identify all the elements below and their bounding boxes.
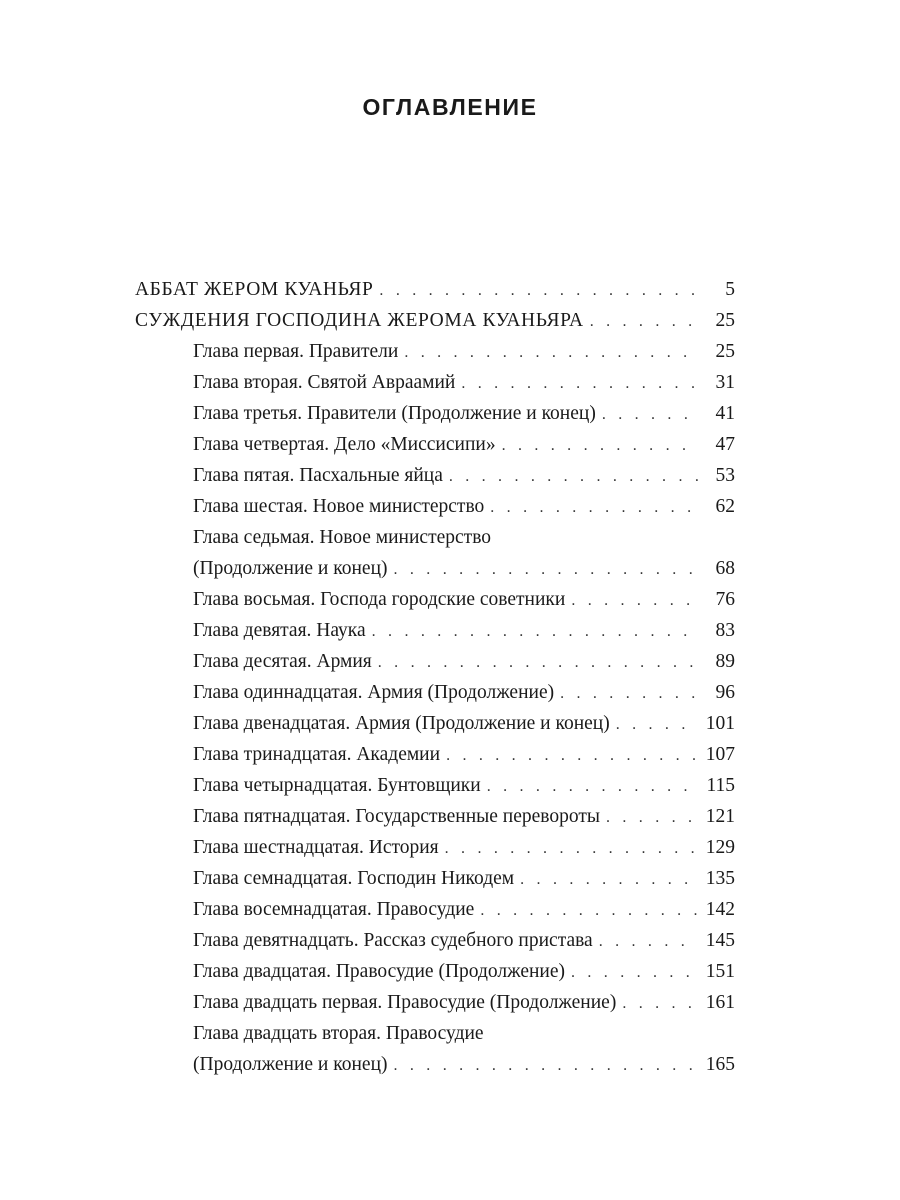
dot-leader bbox=[590, 306, 699, 337]
toc-entry-title: Глава десятая. Армия bbox=[193, 651, 372, 672]
toc-entry[interactable] bbox=[135, 584, 735, 615]
toc-entry[interactable] bbox=[135, 832, 735, 863]
toc-entry-title: Глава семнадцатая. Господин Никодем bbox=[193, 868, 515, 889]
toc-entry-page: 161 bbox=[705, 992, 735, 1013]
toc-entry-page: 31 bbox=[715, 372, 735, 393]
toc-entry[interactable] bbox=[135, 615, 735, 646]
toc-entry-title: Глава двенадцатая. Армия (Продолжение и конец) bbox=[193, 713, 610, 734]
toc-entry-title: СУЖДЕНИЯ ГОСПОДИНА ЖЕРОМА КУАНЬЯРА bbox=[135, 310, 584, 331]
toc-entry[interactable] bbox=[135, 336, 735, 367]
dot-leader bbox=[379, 275, 699, 306]
dot-leader bbox=[606, 802, 698, 833]
toc-entry-title: Глава первая. Правители bbox=[193, 341, 399, 362]
toc-entry[interactable] bbox=[135, 429, 735, 460]
toc-entry[interactable] bbox=[135, 894, 735, 925]
toc-entry-page: 47 bbox=[715, 434, 735, 455]
toc-entry[interactable] bbox=[135, 367, 735, 398]
toc-entry-page: 83 bbox=[715, 620, 735, 641]
dot-leader bbox=[404, 337, 699, 368]
toc-entry-page: 25 bbox=[715, 341, 735, 362]
toc-entry-page: 101 bbox=[705, 713, 735, 734]
toc-entry[interactable] bbox=[135, 460, 735, 491]
dot-leader bbox=[571, 585, 699, 616]
dot-leader bbox=[616, 709, 698, 740]
toc-entry[interactable] bbox=[135, 398, 735, 429]
dot-leader bbox=[599, 926, 698, 957]
toc-entry-title: Глава девятая. Наука bbox=[193, 620, 366, 641]
toc-entry[interactable] bbox=[135, 522, 735, 584]
toc-entry-title: Глава двадцать первая. Правосудие (Продолжение) bbox=[193, 992, 617, 1013]
dot-leader bbox=[461, 368, 699, 399]
dot-leader bbox=[560, 678, 699, 709]
toc-entry-page: 165 bbox=[705, 1054, 735, 1075]
toc-entry-title: (Продолжение и конец) bbox=[193, 558, 388, 579]
toc-entry-title: Глава пятнадцатая. Государственные перевороты bbox=[193, 806, 600, 827]
toc-entry[interactable] bbox=[135, 646, 735, 677]
dot-leader bbox=[445, 833, 698, 864]
toc-entry[interactable] bbox=[135, 677, 735, 708]
toc-entry[interactable] bbox=[135, 491, 735, 522]
dot-leader bbox=[502, 430, 699, 461]
dot-leader bbox=[487, 771, 699, 802]
toc-entry[interactable] bbox=[135, 305, 735, 336]
toc-entry-title: Глава вторая. Святой Авраамий bbox=[193, 372, 456, 393]
toc-entry[interactable] bbox=[135, 925, 735, 956]
toc-entry-page: 145 bbox=[705, 930, 735, 951]
toc-entry-title: Глава восьмая. Господа городские советники bbox=[193, 589, 566, 610]
toc-entry[interactable] bbox=[135, 1018, 735, 1080]
page-title: ОГЛАВЛЕНИЕ bbox=[362, 94, 538, 120]
dot-leader bbox=[394, 554, 700, 585]
toc-entry-page: 142 bbox=[705, 899, 735, 920]
toc-entry-title: Глава одиннадцатая. Армия (Продолжение) bbox=[193, 682, 555, 703]
toc-entry-page: 41 bbox=[715, 403, 735, 424]
toc-entry-page: 76 bbox=[715, 589, 735, 610]
dot-leader bbox=[602, 399, 699, 430]
toc-entry[interactable] bbox=[135, 987, 735, 1018]
toc-entry-page: 62 bbox=[715, 496, 735, 517]
toc-entry-title: Глава четвертая. Дело «Миссисипи» bbox=[193, 434, 496, 455]
dot-leader bbox=[394, 1050, 698, 1081]
dot-leader bbox=[622, 988, 697, 1019]
toc-entry-title: Глава шестая. Новое министерство bbox=[193, 496, 485, 517]
dot-leader bbox=[490, 492, 699, 523]
toc-entry-title: Глава девятнадцать. Рассказ судебного пристава bbox=[193, 930, 593, 951]
toc-entry-title: АББАТ ЖЕРОМ КУАНЬЯР bbox=[135, 279, 374, 300]
toc-entry-title-line1: Глава двадцать вторая. Правосудие bbox=[193, 1023, 484, 1044]
toc-entry-page: 96 bbox=[715, 682, 735, 703]
toc-entry-page: 68 bbox=[715, 558, 735, 579]
toc-entry-page: 115 bbox=[706, 775, 735, 796]
toc-entry[interactable] bbox=[135, 274, 735, 305]
dot-leader bbox=[372, 616, 699, 647]
toc-entry-title: Глава восемнадцатая. Правосудие bbox=[193, 899, 475, 920]
toc-entry-page: 53 bbox=[715, 465, 735, 486]
toc-entry-page: 5 bbox=[725, 279, 735, 300]
toc-entry[interactable] bbox=[135, 739, 735, 770]
toc-entry[interactable] bbox=[135, 801, 735, 832]
toc-entry[interactable] bbox=[135, 770, 735, 801]
toc-entry-title: Глава пятая. Пасхальные яйца bbox=[193, 465, 443, 486]
toc-entry-page: 89 bbox=[715, 651, 735, 672]
toc-entry-title: Глава двадцатая. Правосудие (Продолжение) bbox=[193, 961, 565, 982]
toc-entry-page: 25 bbox=[715, 310, 735, 331]
toc-entry-title: (Продолжение и конец) bbox=[193, 1054, 388, 1075]
toc-entry[interactable] bbox=[135, 956, 735, 987]
toc-entry-page: 135 bbox=[705, 868, 735, 889]
dot-leader bbox=[449, 461, 699, 492]
toc-entry-page: 121 bbox=[705, 806, 735, 827]
dot-leader bbox=[446, 740, 698, 771]
table-of-contents bbox=[135, 274, 735, 1080]
dot-leader bbox=[378, 647, 699, 678]
toc-entry-page: 107 bbox=[705, 744, 735, 765]
toc-entry-title: Глава шестнадцатая. История bbox=[193, 837, 439, 858]
toc-entry-page: 151 bbox=[705, 961, 735, 982]
toc-entry[interactable] bbox=[135, 863, 735, 894]
dot-leader bbox=[480, 895, 697, 926]
toc-entry-title-line1: Глава седьмая. Новое министерство bbox=[193, 527, 492, 548]
toc-entry[interactable] bbox=[135, 708, 735, 739]
toc-entry-title: Глава третья. Правители (Продолжение и конец) bbox=[193, 403, 596, 424]
dot-leader bbox=[571, 957, 698, 988]
dot-leader bbox=[520, 864, 698, 895]
toc-entry-title: Глава четырнадцатая. Бунтовщики bbox=[193, 775, 481, 796]
toc-entry-page: 129 bbox=[705, 837, 735, 858]
toc-entry-title: Глава тринадцатая. Академии bbox=[193, 744, 441, 765]
